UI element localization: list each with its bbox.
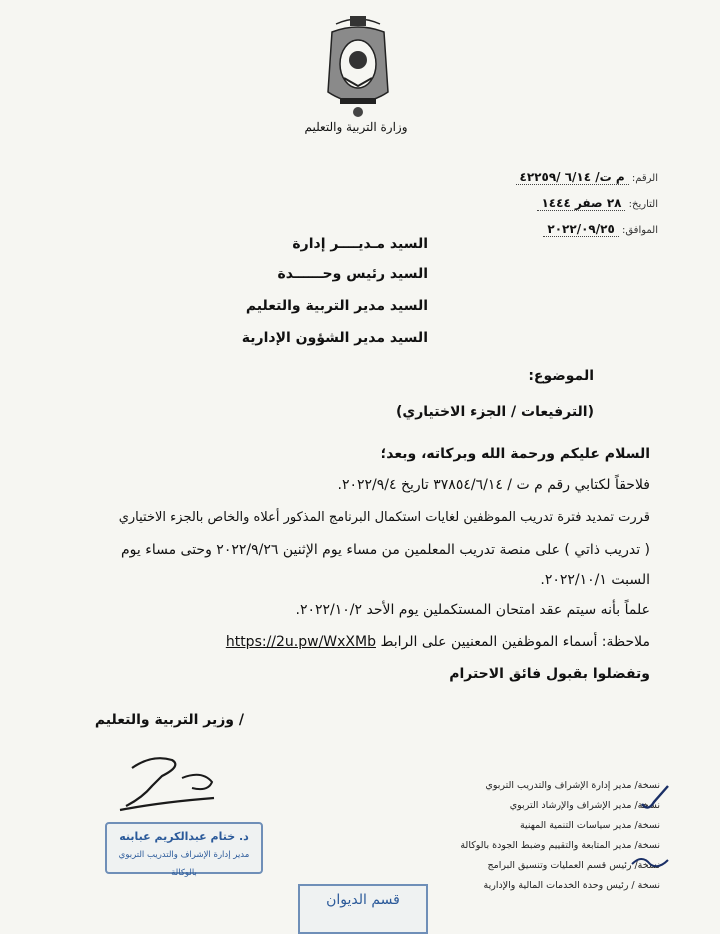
body-line: ( تدريب ذاتي ) على منصة تدريب المعلمين من مساء يوم الإثنين ٢٠٢٢/٩/٢٦ وحتى مساء يوم bbox=[121, 542, 650, 558]
reference-number-row bbox=[516, 170, 658, 184]
note-prefix: ملاحظة: أسماء الموظفين المعنيين على الرابط bbox=[380, 634, 650, 650]
stamp-position: مدير إدارة الإشراف والتدريب التربوي بالوكالة bbox=[118, 850, 250, 878]
subject-text: (الترفيعات / الجزء الاختياري) bbox=[395, 404, 594, 420]
handwritten-mark bbox=[630, 852, 670, 872]
signature-title: / وزير التربية والتعليم bbox=[94, 712, 244, 728]
corresponding-value: ٢٠٢٢/٠٩/٢٥ bbox=[543, 222, 618, 237]
date-value: ٢٨ صفر ١٤٤٤ bbox=[537, 196, 625, 211]
coat-of-arms-emblem bbox=[322, 12, 394, 120]
recipient-line: السيد مدير الشؤون الإدارية bbox=[241, 330, 428, 346]
greeting: السلام عليكم ورحمة الله وبركاته، وبعد؛ bbox=[380, 446, 650, 462]
body-line: قررت تمديد فترة تدريب الموظفين لغايات استكمال البرنامج المذكور أعلاه والخاص بالجزء الاختياري bbox=[118, 510, 650, 525]
handwritten-checkmark bbox=[638, 782, 672, 816]
note-link[interactable]: https://2u.pw/WxXMb bbox=[225, 634, 376, 650]
note-line bbox=[40, 634, 650, 650]
copy-recipient: نسخة/ مدير سياسات التنمية المهنية bbox=[519, 820, 660, 831]
number-label: الرقم: bbox=[631, 173, 658, 184]
number-value: م ت/ ٦/١٤ /٤٢٢٥٩ bbox=[516, 170, 629, 185]
recipient-line: السيد رئيس وحــــــدة bbox=[277, 266, 428, 282]
handwritten-signature bbox=[112, 748, 222, 818]
corresponding-date-row bbox=[543, 222, 658, 236]
body-line: علماً بأنه سيتم عقد امتحان المستكملين يوم الأحد ٢٠٢٢/١٠/٢. bbox=[295, 602, 650, 618]
copy-recipient: نسخة / رئيس وحدة الخدمات المالية والإدارية bbox=[483, 880, 660, 891]
copy-recipient: نسخة/ مدير الإشراف والإرشاد التربوي bbox=[509, 800, 660, 811]
recipient-line: السيد مدير التربية والتعليم bbox=[245, 298, 428, 314]
body-line: فلاحقاً لكتابي رقم م ت / ٣٧٨٥٤/٦/١٤ تاريخ ٢٠٢٢/٩/٤. bbox=[337, 477, 650, 493]
copy-recipient: نسخة/ مدير إدارة الإشراف والتدريب التربوي bbox=[485, 780, 660, 791]
recipient-line: السيد مـديــــر إدارة bbox=[292, 236, 428, 252]
body-line: السبت ٢٠٢٢/١٠/١. bbox=[540, 572, 650, 588]
copy-recipient: نسخة/ رئيس قسم العمليات وتنسيق البرامج bbox=[487, 860, 660, 871]
stamp-name: د. ختام عبدالكريم عبابنه bbox=[119, 830, 249, 843]
closing-line: وتفضلوا بقبول فائق الاحترام bbox=[449, 666, 650, 682]
official-stamp bbox=[105, 822, 263, 878]
diwan-stamp: قسم الديوان bbox=[298, 884, 428, 934]
corresponding-label: الموافق: bbox=[621, 225, 658, 236]
subject-label: الموضوع: bbox=[528, 368, 594, 384]
date-row bbox=[537, 196, 658, 210]
copy-recipient: نسخة/ مدير المتابعة والتقييم وضبط الجودة بالوكالة bbox=[460, 840, 660, 851]
date-label: التاريخ: bbox=[628, 199, 658, 210]
ministry-name: وزارة التربية والتعليم bbox=[304, 120, 408, 134]
